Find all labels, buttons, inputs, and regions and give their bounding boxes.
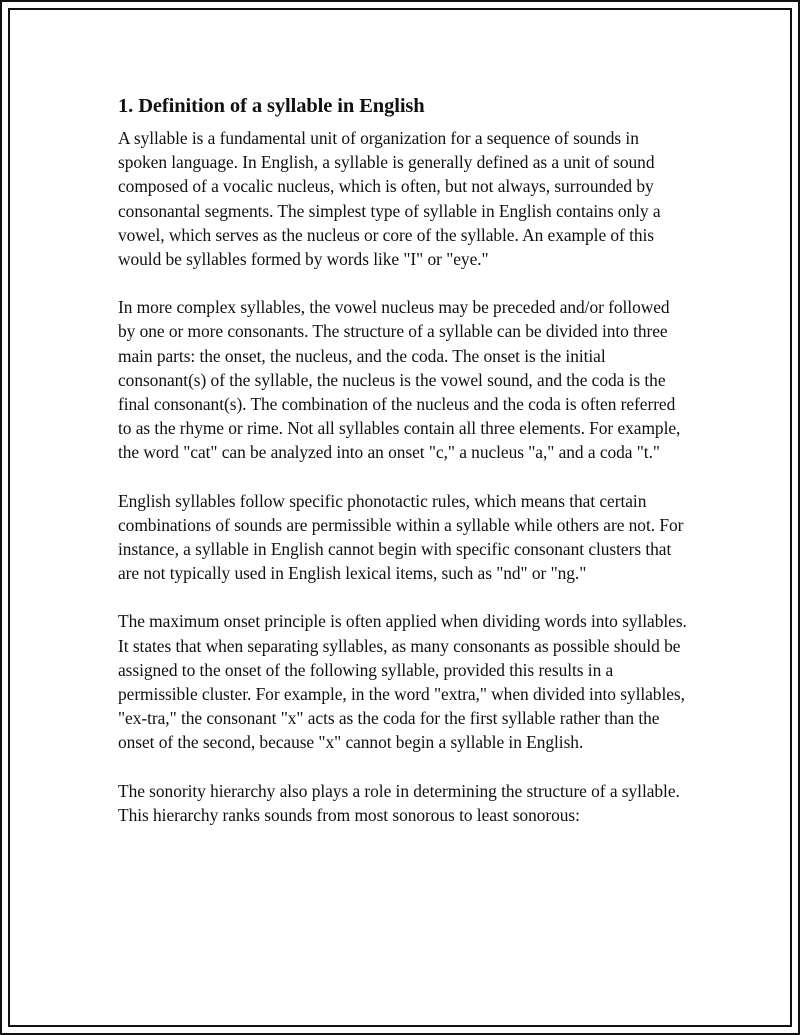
document-page [118, 92, 688, 851]
paragraph-maximum-onset: The maximum onset principle is often applied when dividing words into syllables. It states that when separating syllables, as many consonants as possible should be assigned to the onset of the following syllable, provided this results in a permissible cluster. For example, in the word "extra," when divided into syllables, "ex-tra," the consonant "x" acts as the coda for the first syllable rather than the onset of the second, because "x" cannot begin a syllable in English. [118, 611, 687, 753]
paragraph-syllable-definition: A syllable is a fundamental unit of organization for a sequence of sounds in spoken language. In English, a syllable is generally defined as a unit of sound composed of a vocalic nucleus, which is often, but not always, surrounded by consonantal segments. The simplest type of syllable in English contains only a vowel, which serves as the nucleus or core of the syllable. An example of this would be syllables formed by words like "I" or "eye." [118, 128, 661, 270]
section-heading: 1. Definition of a syllable in English [118, 95, 425, 117]
paragraph-phonotactic-rules: English syllables follow specific phonotactic rules, which means that certain combinations of sounds are permissible within a syllable while others are not. For instance, a syllable in English cannot begin with specific consonant clusters that are not typically used in English lexical items, such as "nd" or "ng." [118, 490, 684, 584]
paragraph-sonority-hierarchy: The sonority hierarchy also plays a role in determining the structure of a syllable. This hierarchy ranks sounds from most sonorous to least sonorous: [118, 780, 680, 825]
paragraph-syllable-structure: In more complex syllables, the vowel nucleus may be preceded and/or followed by one or more consonants. The structure of a syllable can be divided into three main parts: the onset, the nucleus, and the coda. The onset is the initial consonant(s) of the syllable, the nucleus is the vowel sound, and the coda is the final consonant(s). The combination of the nucleus and the coda is often referred to as the rhyme or rime. Not all syllables contain all three elements. For example, the word "cat" can be analyzed into an onset "c," a nucleus "a," and a coda "t." [118, 297, 681, 463]
